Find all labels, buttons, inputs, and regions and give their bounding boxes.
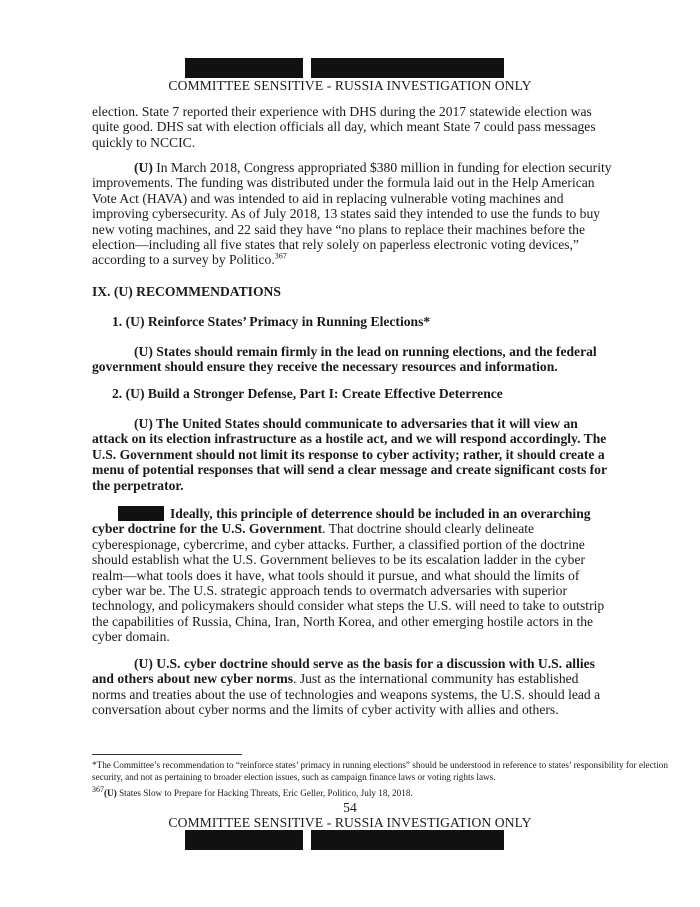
classification-marking: (U) [134, 160, 153, 175]
classification-marking: (U) [104, 788, 117, 798]
paragraph [92, 506, 612, 645]
paragraph-bold-text: Ideally, this principle of deterrence should be included in an overarching cyber doctrine for the U.S. Government [92, 506, 591, 537]
footer-classification: COMMITTEE SENSITIVE - RUSSIA INVESTIGATION ONLY [168, 815, 532, 830]
paragraph-text: . Just as the international community has established norms and treaties about the use of technologies and weapons systems, the U.S. should lead a conversation about cyber norms and the limits of cyber activity with allies and others. [92, 671, 601, 718]
footnote-divider [92, 754, 242, 755]
paragraph [92, 160, 612, 268]
paragraph-text: . That doctrine should clearly delineate cyberespionage, cybercrime, and cyber attacks. Further, a classified portion of the doctrine should establish what the U.S. Government believes to be its escalation ladder in the cyber realm—what tools does it have, what tools should it pursue, and what should the limits of cyber war be. The U.S. strategic approach tends to overmatch adversaries with superior technology, and policymakers should consider what steps the U.S. will need to take to outstrip the capabilities of Russia, China, Iran, North Korea, and other emerging hostile actors in the cyber domain. [92, 521, 605, 645]
footnote: *The Committee’s recommendation to “reinforce states’ primacy in running elections” should be understood in reference to states’ responsibility for election security, and not as pertaining to broader election issues, such as campaign finance laws or voting rights laws. [92, 760, 668, 782]
redaction-bar [118, 506, 164, 521]
footnote-number: 367 [92, 784, 104, 794]
paragraph [92, 104, 612, 150]
redaction-bar [311, 830, 504, 850]
recommendation-text: (U) States should remain firmly in the lead on running elections, and the federal government should ensure they receive the necessary resources and information. [92, 344, 597, 375]
recommendation-text: (U) The United States should communicate to adversaries that it will view an attack on its election infrastructure as a hostile act, and we will respond accordingly. The U.S. Government should not limit its response to cyber activity; rather, it should create a menu of potential responses that will send a clear message and create significant costs for the perpetrator. [92, 416, 607, 493]
redaction-bar [185, 830, 303, 850]
paragraph-text: election. State 7 reported their experience with DHS during the 2017 statewide election was quite good. DHS sat with election officials all day, which meant State 7 could pass messages quickly to NCCIC. [92, 104, 596, 150]
paragraph [92, 656, 612, 718]
page-number: 54 [343, 800, 357, 815]
redaction-bar [311, 58, 504, 78]
section-heading: IX. (U) RECOMMENDATIONS [92, 284, 281, 299]
recommendation-heading: 1. (U) Reinforce States’ Primacy in Running Elections* [112, 314, 431, 329]
footnote-ref: 367 [274, 251, 287, 261]
paragraph-text: In March 2018, Congress appropriated $380 million in funding for election security improvements. The funding was distributed under the formula laid out in the Help American Vote Act (HAVA) and was intended to aid in replacing vulnerable voting machines and improving cybersecurity. As of July 2018, 13 states said they intended to use the funds to buy new voting machines, and 22 said they have “no plans to replace their machines before the election—including all five states that rely solely on paperless electronic voting devices,” according to a survey by Politico. [92, 160, 612, 268]
redaction-bar [185, 58, 303, 78]
header-classification: COMMITTEE SENSITIVE - RUSSIA INVESTIGATION ONLY [168, 78, 532, 93]
footnote [92, 784, 672, 799]
recommendation-heading: 2. (U) Build a Stronger Defense, Part I: Create Effective Deterrence [112, 386, 503, 401]
paragraph-bold-text: (U) U.S. cyber doctrine should serve as the basis for a discussion with U.S. allies and others about new cyber norms [92, 656, 595, 687]
footnote-text: States Slow to Prepare for Hacking Threats, Eric Geller, Politico, July 18, 2018. [116, 788, 413, 798]
